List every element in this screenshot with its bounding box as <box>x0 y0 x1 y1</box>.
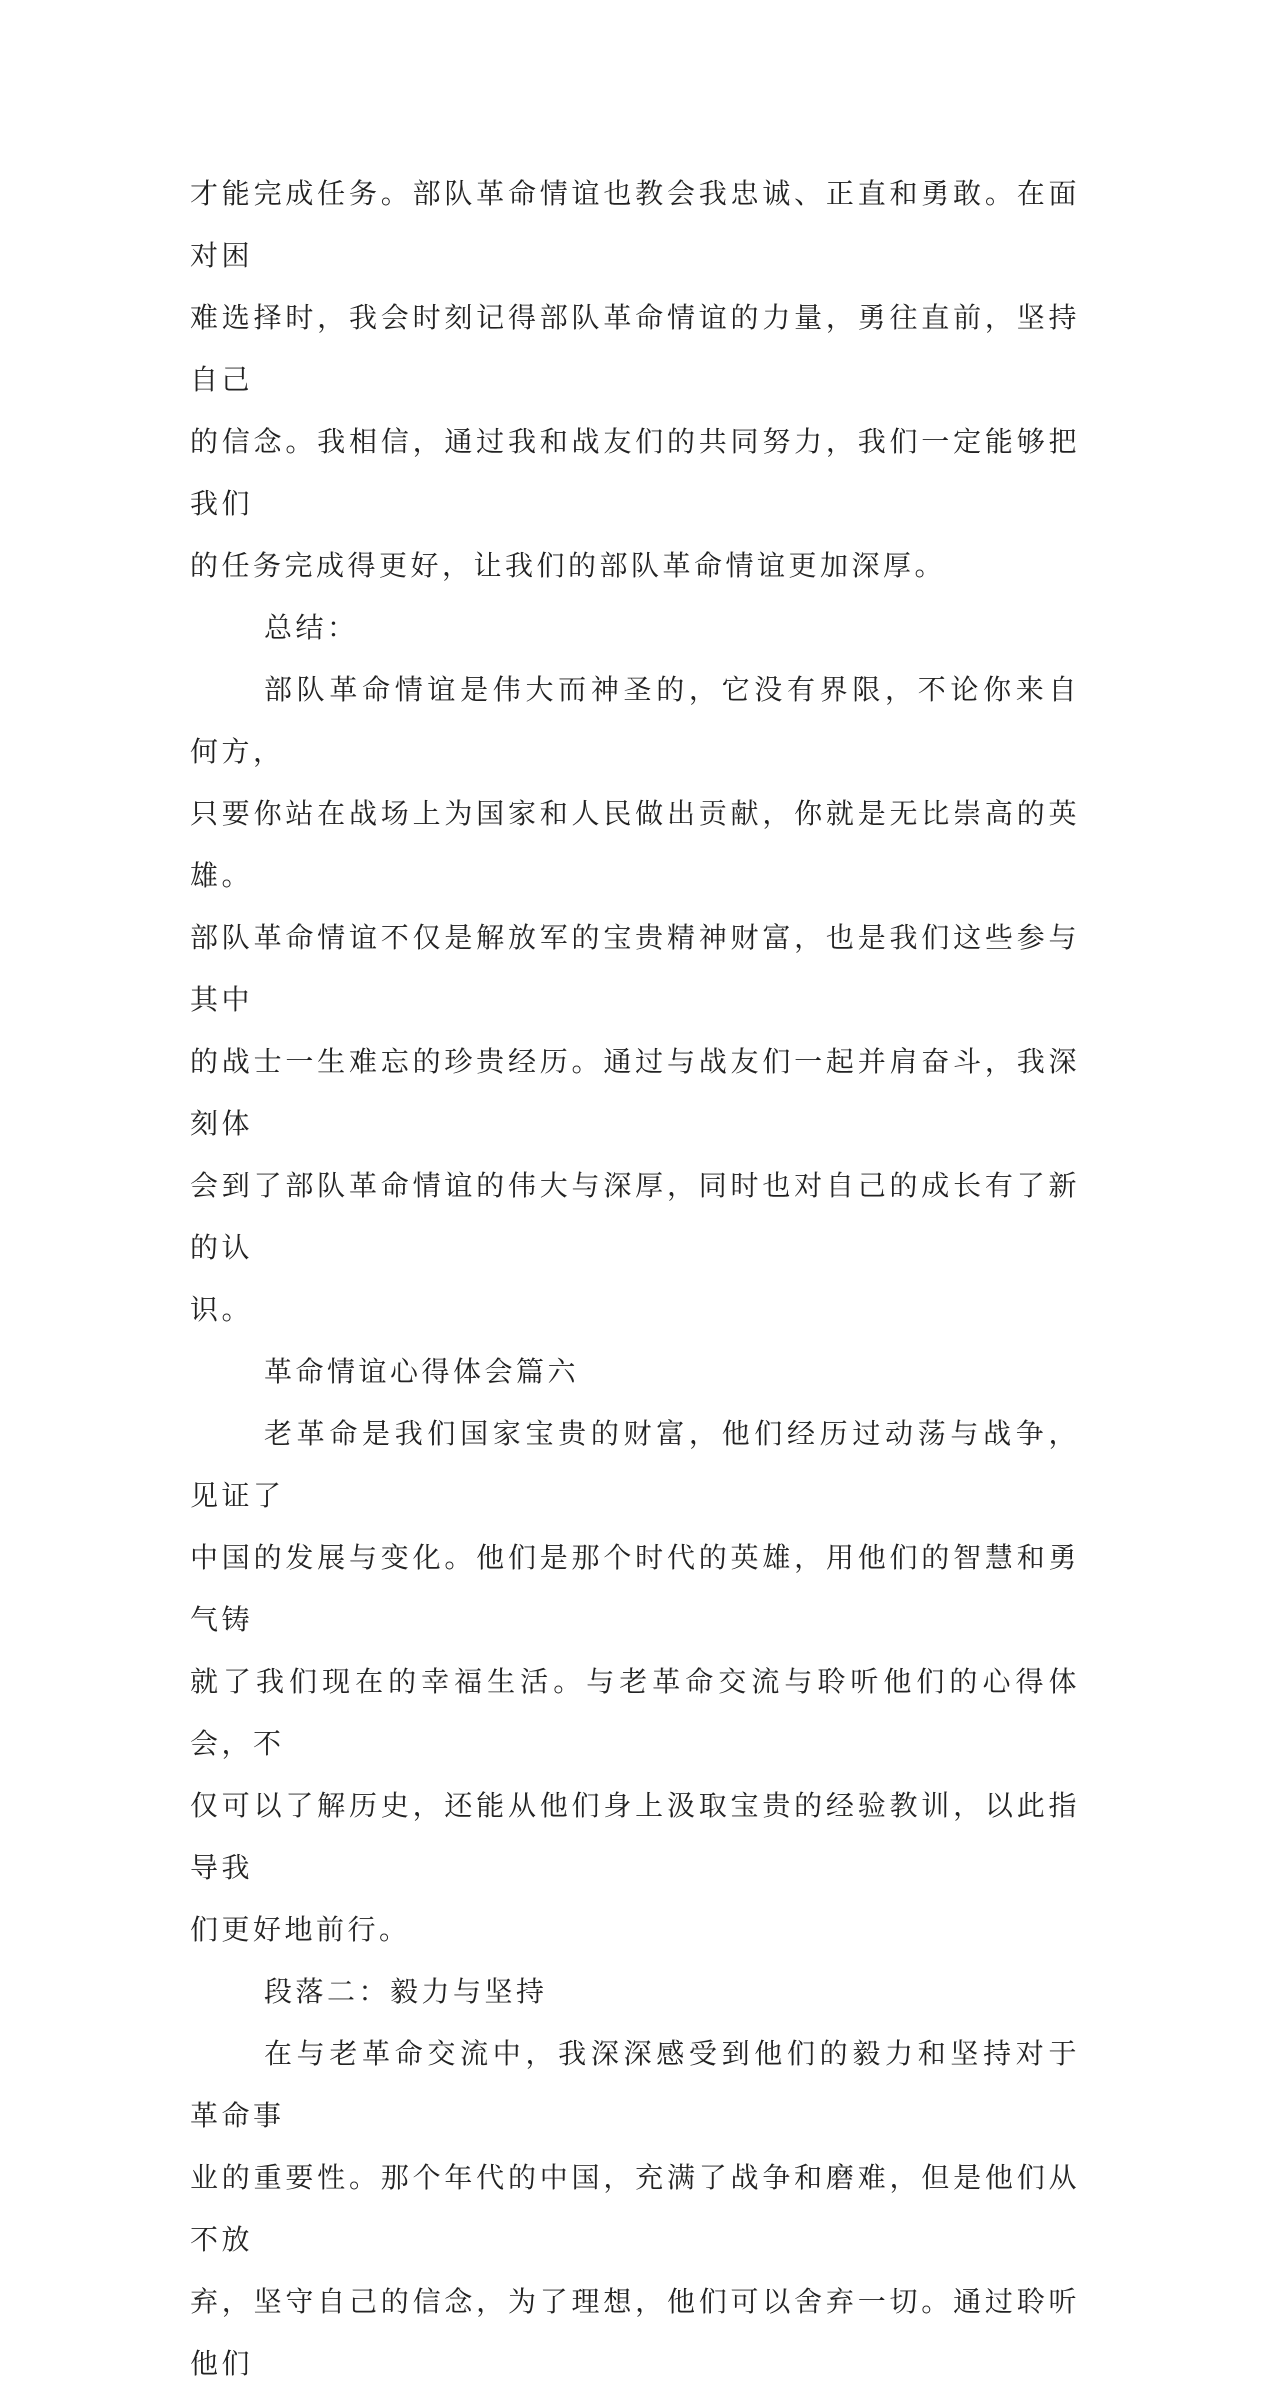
subsection-heading <box>190 1961 1080 2023</box>
paragraph-continuation <box>190 163 1080 597</box>
document-body <box>190 163 1080 2395</box>
text-line: 就了我们现在的幸福生活。与老革命交流与聆听他们的心得体会，不 <box>190 1665 1080 1760</box>
text-line: 业的重要性。那个年代的中国，充满了战争和磨难，但是他们从不放 <box>190 2161 1080 2256</box>
text-line: 的信念。我相信，通过我和战友们的共同努力，我们一定能够把我们 <box>190 425 1080 520</box>
body-paragraph <box>190 2023 1080 2395</box>
text-line: 难选择时，我会时刻记得部队革命情谊的力量，勇往直前，坚持自己 <box>190 301 1080 396</box>
summary-heading <box>190 597 1080 659</box>
text-line: 会到了部队革命情谊的伟大与深厚，同时也对自己的成长有了新的认 <box>190 1169 1080 1264</box>
text-line: 部队革命情谊不仅是解放军的宝贵精神财富，也是我们这些参与其中 <box>190 921 1080 1016</box>
intro-paragraph <box>190 1403 1080 1961</box>
text-line: 段落二：毅力与坚持 <box>264 1975 548 2008</box>
text-line: 仅可以了解历史，还能从他们身上汲取宝贵的经验教训，以此指导我 <box>190 1789 1080 1884</box>
text-line: 识。 <box>190 1293 254 1326</box>
text-line: 在与老革命交流中，我深深感受到他们的毅力和坚持对于革命事 <box>190 2037 1080 2132</box>
text-line: 中国的发展与变化。他们是那个时代的英雄，用他们的智慧和勇气铸 <box>190 1541 1080 1636</box>
text-line: 只要你站在战场上为国家和人民做出贡献，你就是无比崇高的英雄。 <box>190 797 1080 892</box>
text-line: 总结： <box>264 611 359 644</box>
section-title <box>190 1341 1080 1403</box>
text-line: 老革命是我们国家宝贵的财富，他们经历过动荡与战争，见证了 <box>190 1417 1080 1512</box>
text-line: 的战士一生难忘的珍贵经历。通过与战友们一起并肩奋斗，我深刻体 <box>190 1045 1080 1140</box>
text-line: 才能完成任务。部队革命情谊也教会我忠诚、正直和勇敢。在面对困 <box>190 177 1080 272</box>
text-line: 弃，坚守自己的信念，为了理想，他们可以舍弃一切。通过聆听他们 <box>190 2285 1080 2380</box>
text-line: 革命情谊心得体会篇六 <box>264 1355 580 1388</box>
summary-paragraph <box>190 659 1080 1341</box>
text-line: 部队革命情谊是伟大而神圣的，它没有界限，不论你来自何方， <box>190 673 1080 768</box>
text-line: 的任务完成得更好，让我们的部队革命情谊更加深厚。 <box>190 549 947 582</box>
text-line: 们更好地前行。 <box>190 1913 411 1946</box>
